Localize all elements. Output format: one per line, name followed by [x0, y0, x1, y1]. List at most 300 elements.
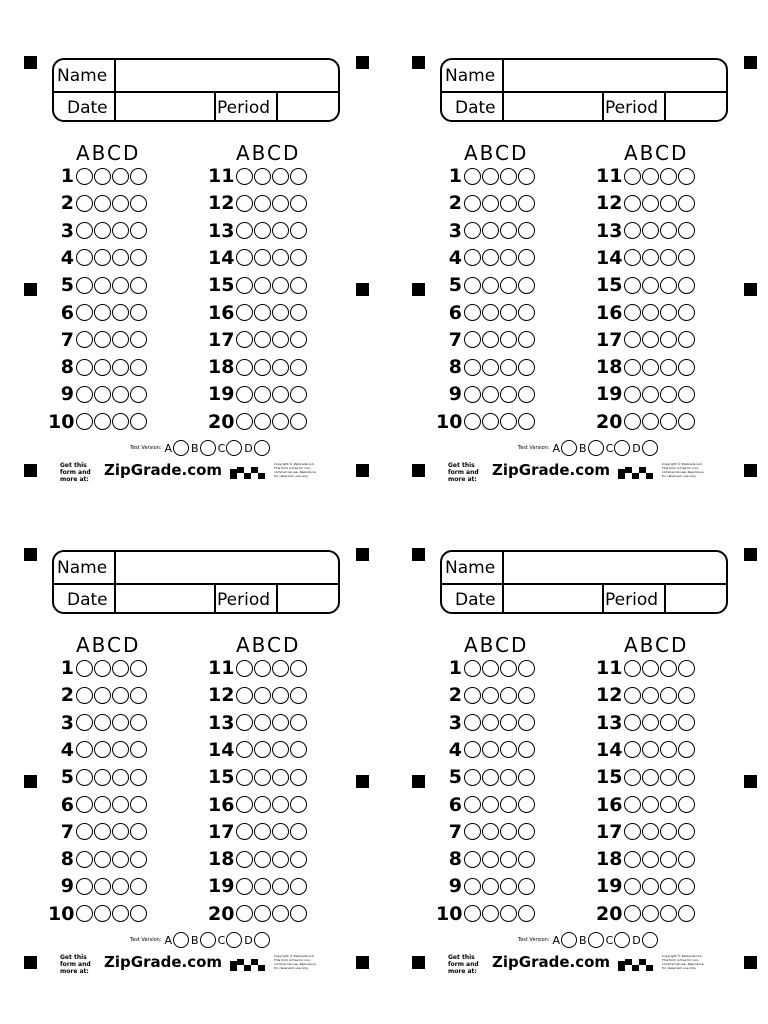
answer-bubble-c[interactable]: [500, 359, 517, 376]
answer-bubble-d[interactable]: [290, 222, 307, 239]
version-bubble[interactable]: [173, 932, 189, 948]
answer-bubble-b[interactable]: [642, 741, 659, 758]
answer-bubble-d[interactable]: [130, 386, 147, 403]
answer-bubble-a[interactable]: [76, 222, 93, 239]
answer-bubble-a[interactable]: [624, 413, 641, 430]
answer-bubble-c[interactable]: [660, 660, 677, 677]
answer-bubble-d[interactable]: [130, 796, 147, 813]
answer-bubble-b[interactable]: [94, 660, 111, 677]
answer-bubble-c[interactable]: [500, 660, 517, 677]
answer-bubble-b[interactable]: [94, 823, 111, 840]
answer-bubble-c[interactable]: [272, 331, 289, 348]
answer-bubble-d[interactable]: [518, 823, 535, 840]
answer-bubble-c[interactable]: [500, 413, 517, 430]
answer-bubble-c[interactable]: [112, 796, 129, 813]
answer-bubble-b[interactable]: [254, 769, 271, 786]
answer-bubble-b[interactable]: [482, 249, 499, 266]
answer-bubble-b[interactable]: [94, 222, 111, 239]
answer-bubble-b[interactable]: [482, 796, 499, 813]
answer-bubble-a[interactable]: [236, 195, 253, 212]
answer-bubble-c[interactable]: [660, 687, 677, 704]
answer-bubble-d[interactable]: [290, 769, 307, 786]
answer-bubble-b[interactable]: [482, 769, 499, 786]
answer-bubble-c[interactable]: [660, 359, 677, 376]
answer-bubble-a[interactable]: [236, 660, 253, 677]
answer-bubble-b[interactable]: [642, 851, 659, 868]
answer-bubble-d[interactable]: [678, 222, 695, 239]
answer-bubble-d[interactable]: [290, 413, 307, 430]
answer-bubble-a[interactable]: [76, 687, 93, 704]
answer-bubble-a[interactable]: [464, 905, 481, 922]
answer-bubble-b[interactable]: [254, 359, 271, 376]
answer-bubble-a[interactable]: [236, 905, 253, 922]
answer-bubble-c[interactable]: [660, 769, 677, 786]
answer-bubble-c[interactable]: [272, 359, 289, 376]
answer-bubble-a[interactable]: [76, 741, 93, 758]
answer-bubble-a[interactable]: [464, 660, 481, 677]
answer-bubble-b[interactable]: [94, 386, 111, 403]
answer-bubble-b[interactable]: [642, 796, 659, 813]
answer-bubble-a[interactable]: [624, 386, 641, 403]
answer-bubble-c[interactable]: [500, 878, 517, 895]
answer-bubble-b[interactable]: [254, 277, 271, 294]
version-bubble[interactable]: [588, 932, 604, 948]
answer-bubble-a[interactable]: [464, 769, 481, 786]
answer-bubble-b[interactable]: [254, 304, 271, 321]
answer-bubble-a[interactable]: [236, 687, 253, 704]
version-bubble[interactable]: [200, 440, 216, 456]
answer-bubble-c[interactable]: [112, 331, 129, 348]
version-bubble[interactable]: [254, 440, 270, 456]
answer-bubble-a[interactable]: [624, 878, 641, 895]
answer-bubble-a[interactable]: [624, 687, 641, 704]
answer-bubble-b[interactable]: [94, 195, 111, 212]
answer-bubble-c[interactable]: [272, 687, 289, 704]
answer-bubble-a[interactable]: [464, 413, 481, 430]
answer-bubble-d[interactable]: [290, 331, 307, 348]
answer-bubble-c[interactable]: [272, 823, 289, 840]
answer-bubble-b[interactable]: [482, 222, 499, 239]
answer-bubble-b[interactable]: [254, 195, 271, 212]
answer-bubble-d[interactable]: [290, 386, 307, 403]
answer-bubble-b[interactable]: [642, 168, 659, 185]
answer-bubble-b[interactable]: [642, 304, 659, 321]
answer-bubble-c[interactable]: [660, 304, 677, 321]
answer-bubble-d[interactable]: [130, 304, 147, 321]
answer-bubble-a[interactable]: [76, 168, 93, 185]
answer-bubble-a[interactable]: [464, 331, 481, 348]
answer-bubble-d[interactable]: [290, 249, 307, 266]
version-bubble[interactable]: [254, 932, 270, 948]
answer-bubble-a[interactable]: [236, 769, 253, 786]
answer-bubble-b[interactable]: [94, 905, 111, 922]
answer-bubble-d[interactable]: [290, 741, 307, 758]
answer-bubble-c[interactable]: [112, 823, 129, 840]
answer-bubble-b[interactable]: [482, 195, 499, 212]
answer-bubble-a[interactable]: [464, 195, 481, 212]
answer-bubble-a[interactable]: [236, 304, 253, 321]
answer-bubble-c[interactable]: [660, 796, 677, 813]
answer-bubble-a[interactable]: [624, 331, 641, 348]
answer-bubble-c[interactable]: [112, 304, 129, 321]
answer-bubble-d[interactable]: [290, 304, 307, 321]
answer-bubble-d[interactable]: [290, 195, 307, 212]
answer-bubble-d[interactable]: [518, 413, 535, 430]
answer-bubble-d[interactable]: [678, 304, 695, 321]
answer-bubble-c[interactable]: [500, 386, 517, 403]
answer-bubble-d[interactable]: [518, 878, 535, 895]
answer-bubble-c[interactable]: [660, 851, 677, 868]
answer-bubble-c[interactable]: [112, 277, 129, 294]
answer-bubble-b[interactable]: [642, 277, 659, 294]
version-bubble[interactable]: [561, 932, 577, 948]
answer-bubble-b[interactable]: [642, 687, 659, 704]
answer-bubble-c[interactable]: [660, 277, 677, 294]
answer-bubble-b[interactable]: [94, 851, 111, 868]
answer-bubble-d[interactable]: [130, 195, 147, 212]
answer-bubble-c[interactable]: [660, 195, 677, 212]
answer-bubble-d[interactable]: [678, 741, 695, 758]
answer-bubble-b[interactable]: [642, 413, 659, 430]
answer-bubble-a[interactable]: [624, 660, 641, 677]
answer-bubble-c[interactable]: [660, 413, 677, 430]
answer-bubble-b[interactable]: [254, 905, 271, 922]
answer-bubble-c[interactable]: [272, 413, 289, 430]
answer-bubble-b[interactable]: [254, 249, 271, 266]
answer-bubble-a[interactable]: [76, 823, 93, 840]
answer-bubble-b[interactable]: [254, 660, 271, 677]
answer-bubble-d[interactable]: [290, 823, 307, 840]
answer-bubble-a[interactable]: [76, 796, 93, 813]
answer-bubble-a[interactable]: [76, 714, 93, 731]
answer-bubble-b[interactable]: [642, 878, 659, 895]
answer-bubble-d[interactable]: [290, 905, 307, 922]
answer-bubble-b[interactable]: [482, 741, 499, 758]
answer-bubble-a[interactable]: [464, 222, 481, 239]
answer-bubble-c[interactable]: [112, 359, 129, 376]
answer-bubble-b[interactable]: [94, 878, 111, 895]
answer-bubble-b[interactable]: [642, 386, 659, 403]
answer-bubble-d[interactable]: [518, 359, 535, 376]
answer-bubble-b[interactable]: [94, 714, 111, 731]
answer-bubble-a[interactable]: [76, 769, 93, 786]
answer-bubble-b[interactable]: [642, 249, 659, 266]
answer-bubble-c[interactable]: [272, 277, 289, 294]
answer-bubble-c[interactable]: [112, 660, 129, 677]
answer-bubble-c[interactable]: [500, 741, 517, 758]
answer-bubble-c[interactable]: [272, 249, 289, 266]
answer-bubble-d[interactable]: [130, 277, 147, 294]
answer-bubble-a[interactable]: [76, 331, 93, 348]
answer-bubble-b[interactable]: [254, 168, 271, 185]
answer-bubble-d[interactable]: [130, 741, 147, 758]
answer-bubble-a[interactable]: [464, 714, 481, 731]
answer-bubble-d[interactable]: [290, 168, 307, 185]
version-bubble[interactable]: [614, 932, 630, 948]
answer-bubble-d[interactable]: [290, 277, 307, 294]
answer-bubble-d[interactable]: [518, 687, 535, 704]
answer-bubble-b[interactable]: [642, 222, 659, 239]
answer-bubble-a[interactable]: [624, 249, 641, 266]
answer-bubble-d[interactable]: [678, 660, 695, 677]
answer-bubble-b[interactable]: [482, 304, 499, 321]
answer-bubble-a[interactable]: [464, 359, 481, 376]
answer-bubble-c[interactable]: [272, 222, 289, 239]
answer-bubble-b[interactable]: [642, 823, 659, 840]
answer-bubble-c[interactable]: [112, 769, 129, 786]
answer-bubble-c[interactable]: [660, 823, 677, 840]
answer-bubble-b[interactable]: [94, 769, 111, 786]
answer-bubble-d[interactable]: [678, 878, 695, 895]
answer-bubble-c[interactable]: [660, 741, 677, 758]
answer-bubble-d[interactable]: [130, 222, 147, 239]
answer-bubble-b[interactable]: [482, 277, 499, 294]
answer-bubble-d[interactable]: [130, 359, 147, 376]
answer-bubble-c[interactable]: [500, 222, 517, 239]
answer-bubble-d[interactable]: [290, 714, 307, 731]
answer-bubble-a[interactable]: [76, 660, 93, 677]
answer-bubble-a[interactable]: [236, 413, 253, 430]
answer-bubble-a[interactable]: [624, 222, 641, 239]
answer-bubble-a[interactable]: [624, 359, 641, 376]
answer-bubble-a[interactable]: [464, 851, 481, 868]
answer-bubble-d[interactable]: [290, 687, 307, 704]
answer-bubble-d[interactable]: [130, 660, 147, 677]
answer-bubble-c[interactable]: [272, 660, 289, 677]
answer-bubble-a[interactable]: [236, 277, 253, 294]
answer-bubble-d[interactable]: [130, 714, 147, 731]
answer-bubble-b[interactable]: [482, 413, 499, 430]
answer-bubble-a[interactable]: [236, 878, 253, 895]
version-bubble[interactable]: [642, 440, 658, 456]
answer-bubble-b[interactable]: [94, 331, 111, 348]
answer-bubble-a[interactable]: [464, 304, 481, 321]
answer-bubble-a[interactable]: [464, 796, 481, 813]
answer-bubble-c[interactable]: [112, 851, 129, 868]
answer-bubble-a[interactable]: [76, 277, 93, 294]
answer-bubble-d[interactable]: [678, 386, 695, 403]
version-bubble[interactable]: [173, 440, 189, 456]
answer-bubble-c[interactable]: [112, 168, 129, 185]
answer-bubble-d[interactable]: [130, 331, 147, 348]
version-bubble[interactable]: [226, 440, 242, 456]
answer-bubble-b[interactable]: [482, 359, 499, 376]
version-bubble[interactable]: [642, 932, 658, 948]
answer-bubble-b[interactable]: [482, 878, 499, 895]
version-bubble[interactable]: [226, 932, 242, 948]
answer-bubble-d[interactable]: [518, 386, 535, 403]
answer-bubble-d[interactable]: [518, 168, 535, 185]
answer-bubble-a[interactable]: [236, 851, 253, 868]
answer-bubble-c[interactable]: [272, 168, 289, 185]
answer-bubble-c[interactable]: [112, 249, 129, 266]
answer-bubble-b[interactable]: [254, 741, 271, 758]
answer-bubble-d[interactable]: [130, 851, 147, 868]
answer-bubble-a[interactable]: [236, 823, 253, 840]
answer-bubble-c[interactable]: [272, 851, 289, 868]
answer-bubble-d[interactable]: [518, 741, 535, 758]
answer-bubble-a[interactable]: [624, 195, 641, 212]
answer-bubble-b[interactable]: [254, 851, 271, 868]
answer-bubble-c[interactable]: [500, 304, 517, 321]
answer-bubble-d[interactable]: [678, 823, 695, 840]
answer-bubble-c[interactable]: [500, 851, 517, 868]
answer-bubble-d[interactable]: [518, 796, 535, 813]
answer-bubble-c[interactable]: [660, 168, 677, 185]
answer-bubble-c[interactable]: [500, 714, 517, 731]
answer-bubble-a[interactable]: [464, 823, 481, 840]
answer-bubble-d[interactable]: [290, 878, 307, 895]
answer-bubble-c[interactable]: [112, 222, 129, 239]
answer-bubble-d[interactable]: [678, 277, 695, 294]
answer-bubble-a[interactable]: [76, 905, 93, 922]
answer-bubble-b[interactable]: [254, 687, 271, 704]
answer-bubble-a[interactable]: [76, 304, 93, 321]
version-bubble[interactable]: [588, 440, 604, 456]
answer-bubble-d[interactable]: [518, 905, 535, 922]
answer-bubble-a[interactable]: [76, 851, 93, 868]
answer-bubble-c[interactable]: [500, 331, 517, 348]
answer-bubble-a[interactable]: [236, 359, 253, 376]
answer-bubble-a[interactable]: [76, 413, 93, 430]
answer-bubble-a[interactable]: [76, 195, 93, 212]
answer-bubble-c[interactable]: [660, 386, 677, 403]
answer-bubble-d[interactable]: [518, 331, 535, 348]
answer-bubble-d[interactable]: [518, 195, 535, 212]
answer-bubble-b[interactable]: [482, 168, 499, 185]
answer-bubble-d[interactable]: [130, 413, 147, 430]
answer-bubble-c[interactable]: [660, 249, 677, 266]
answer-bubble-a[interactable]: [624, 277, 641, 294]
answer-bubble-c[interactable]: [500, 687, 517, 704]
answer-bubble-b[interactable]: [642, 660, 659, 677]
answer-bubble-b[interactable]: [482, 823, 499, 840]
answer-bubble-c[interactable]: [112, 741, 129, 758]
answer-bubble-b[interactable]: [254, 878, 271, 895]
answer-bubble-a[interactable]: [236, 714, 253, 731]
answer-bubble-c[interactable]: [500, 168, 517, 185]
answer-bubble-d[interactable]: [678, 359, 695, 376]
answer-bubble-d[interactable]: [130, 168, 147, 185]
answer-bubble-d[interactable]: [290, 359, 307, 376]
answer-bubble-d[interactable]: [678, 168, 695, 185]
answer-bubble-d[interactable]: [290, 660, 307, 677]
answer-bubble-d[interactable]: [678, 249, 695, 266]
answer-bubble-b[interactable]: [254, 714, 271, 731]
answer-bubble-d[interactable]: [518, 714, 535, 731]
answer-bubble-d[interactable]: [130, 905, 147, 922]
answer-bubble-a[interactable]: [624, 304, 641, 321]
answer-bubble-a[interactable]: [624, 905, 641, 922]
answer-bubble-b[interactable]: [642, 195, 659, 212]
answer-bubble-b[interactable]: [254, 823, 271, 840]
answer-bubble-a[interactable]: [236, 741, 253, 758]
answer-bubble-c[interactable]: [660, 714, 677, 731]
answer-bubble-c[interactable]: [500, 769, 517, 786]
answer-bubble-c[interactable]: [500, 796, 517, 813]
answer-bubble-d[interactable]: [678, 413, 695, 430]
answer-bubble-c[interactable]: [112, 714, 129, 731]
answer-bubble-d[interactable]: [518, 851, 535, 868]
answer-bubble-d[interactable]: [678, 851, 695, 868]
answer-bubble-b[interactable]: [94, 359, 111, 376]
answer-bubble-a[interactable]: [464, 277, 481, 294]
answer-bubble-b[interactable]: [482, 687, 499, 704]
answer-bubble-d[interactable]: [130, 878, 147, 895]
answer-bubble-a[interactable]: [236, 249, 253, 266]
answer-bubble-a[interactable]: [236, 331, 253, 348]
answer-bubble-d[interactable]: [518, 769, 535, 786]
answer-bubble-c[interactable]: [272, 769, 289, 786]
answer-bubble-a[interactable]: [624, 851, 641, 868]
answer-bubble-d[interactable]: [290, 796, 307, 813]
answer-bubble-d[interactable]: [130, 769, 147, 786]
answer-bubble-c[interactable]: [500, 195, 517, 212]
answer-bubble-c[interactable]: [272, 796, 289, 813]
answer-bubble-d[interactable]: [678, 331, 695, 348]
answer-bubble-c[interactable]: [272, 905, 289, 922]
answer-bubble-b[interactable]: [94, 168, 111, 185]
answer-bubble-b[interactable]: [254, 331, 271, 348]
answer-bubble-a[interactable]: [624, 168, 641, 185]
answer-bubble-d[interactable]: [518, 660, 535, 677]
answer-bubble-d[interactable]: [678, 796, 695, 813]
answer-bubble-a[interactable]: [464, 249, 481, 266]
answer-bubble-a[interactable]: [76, 249, 93, 266]
answer-bubble-b[interactable]: [482, 386, 499, 403]
version-bubble[interactable]: [561, 440, 577, 456]
answer-bubble-a[interactable]: [624, 823, 641, 840]
version-bubble[interactable]: [200, 932, 216, 948]
answer-bubble-d[interactable]: [518, 304, 535, 321]
answer-bubble-a[interactable]: [464, 168, 481, 185]
answer-bubble-a[interactable]: [76, 359, 93, 376]
answer-bubble-a[interactable]: [464, 878, 481, 895]
answer-bubble-c[interactable]: [500, 277, 517, 294]
answer-bubble-d[interactable]: [518, 249, 535, 266]
answer-bubble-b[interactable]: [94, 687, 111, 704]
answer-bubble-b[interactable]: [94, 413, 111, 430]
answer-bubble-a[interactable]: [236, 222, 253, 239]
answer-bubble-a[interactable]: [236, 386, 253, 403]
answer-bubble-b[interactable]: [482, 851, 499, 868]
answer-bubble-b[interactable]: [254, 796, 271, 813]
answer-bubble-d[interactable]: [518, 277, 535, 294]
answer-bubble-b[interactable]: [94, 796, 111, 813]
answer-bubble-c[interactable]: [272, 878, 289, 895]
answer-bubble-b[interactable]: [254, 222, 271, 239]
answer-bubble-c[interactable]: [660, 878, 677, 895]
answer-bubble-b[interactable]: [482, 714, 499, 731]
answer-bubble-a[interactable]: [624, 769, 641, 786]
answer-bubble-d[interactable]: [678, 769, 695, 786]
answer-bubble-d[interactable]: [130, 687, 147, 704]
answer-bubble-b[interactable]: [94, 249, 111, 266]
answer-bubble-c[interactable]: [272, 195, 289, 212]
answer-bubble-b[interactable]: [482, 660, 499, 677]
answer-bubble-b[interactable]: [254, 413, 271, 430]
answer-bubble-b[interactable]: [94, 741, 111, 758]
answer-bubble-d[interactable]: [678, 714, 695, 731]
answer-bubble-a[interactable]: [624, 714, 641, 731]
answer-bubble-b[interactable]: [254, 386, 271, 403]
answer-bubble-c[interactable]: [112, 413, 129, 430]
answer-bubble-c[interactable]: [500, 905, 517, 922]
answer-bubble-c[interactable]: [112, 195, 129, 212]
answer-bubble-b[interactable]: [482, 331, 499, 348]
answer-bubble-a[interactable]: [76, 386, 93, 403]
answer-bubble-b[interactable]: [642, 331, 659, 348]
